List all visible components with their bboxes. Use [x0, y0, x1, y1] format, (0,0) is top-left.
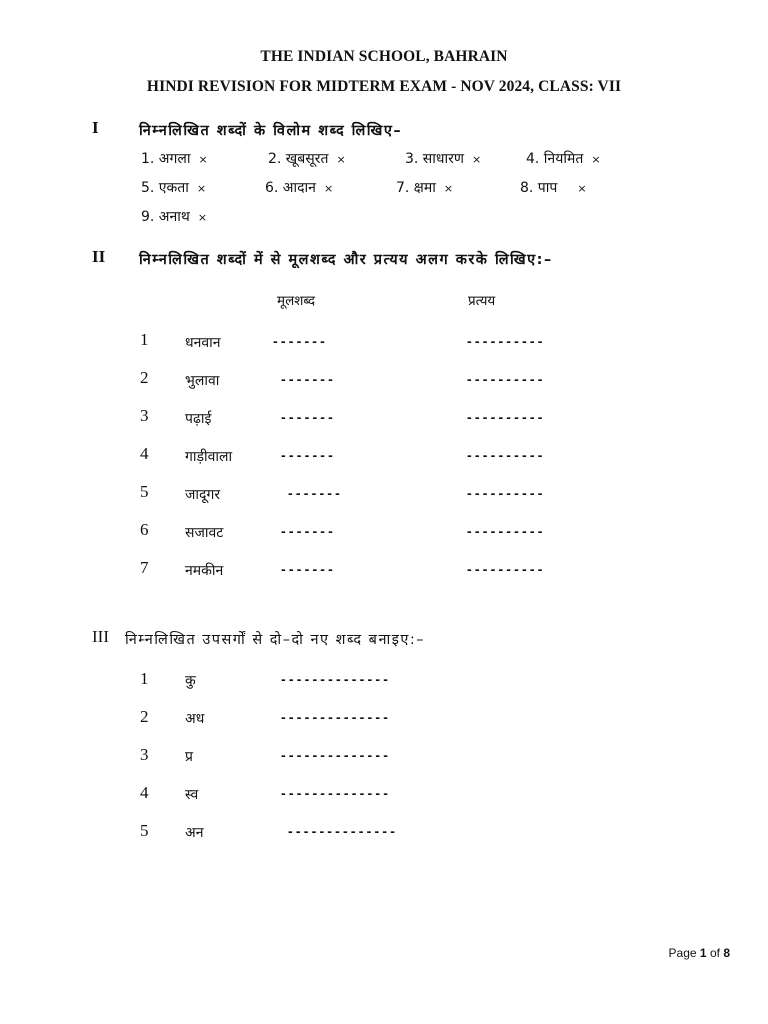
cross-mark: ×	[336, 153, 346, 166]
blank-root: -------	[281, 523, 337, 539]
section-3-title: निम्नलिखित उपसर्गों से दो–दो नए शब्द बनाइए:–	[125, 632, 426, 648]
blank-new-words: --------------	[281, 671, 392, 687]
antonym-item-9: 9. अनाथ ×	[141, 209, 208, 225]
blank-suffix: ----------	[467, 523, 546, 539]
blank-suffix: ----------	[467, 409, 546, 425]
prefix-ku: कु	[185, 673, 196, 689]
blank-suffix: ----------	[467, 447, 546, 463]
antonym-item-4: 4. नियमित ×	[526, 151, 601, 167]
exam-title: HINDI REVISION FOR MIDTERM EXAM - NOV 2024, CLASS: VII	[146, 78, 622, 95]
prefix-pra: प्र	[185, 749, 193, 765]
prefix-an: अन	[185, 825, 204, 841]
word-sajaavat: सजावट	[185, 525, 224, 541]
blank-suffix: ----------	[467, 485, 546, 501]
word-bhulaava: भुलावा	[185, 373, 220, 389]
cross-mark: ×	[197, 211, 208, 224]
blank-new-words: --------------	[281, 709, 392, 725]
section-1-title: निम्नलिखित शब्दों के विलोम शब्द लिखिए–	[139, 123, 403, 139]
antonym-item-3: 3. साधारण ×	[405, 151, 482, 167]
antonym-item-8: 8. पाप ×	[520, 180, 587, 196]
antonym-item-2: 2. खूबसूरत ×	[268, 151, 346, 167]
cross-mark: ×	[577, 182, 587, 195]
prefix-adh: अध	[185, 711, 205, 727]
blank-new-words: --------------	[281, 747, 392, 763]
page-number: Page 1 of 8	[668, 946, 730, 960]
blank-new-words: --------------	[288, 823, 399, 839]
blank-suffix: ----------	[467, 371, 546, 387]
cross-mark: ×	[591, 153, 601, 166]
word-jaadugar: जादूगर	[185, 487, 221, 503]
word-padhaai: पढ़ाई	[185, 411, 212, 427]
column-root-word: मूलशब्द	[277, 293, 316, 309]
prefix-sva: स्व	[185, 787, 199, 803]
blank-root: -------	[281, 409, 337, 425]
blank-suffix: ----------	[467, 333, 546, 349]
blank-suffix: ----------	[467, 561, 546, 577]
section-1-numeral: I	[92, 118, 99, 137]
antonym-item-5: 5. एकता ×	[141, 180, 207, 196]
blank-root: -------	[281, 447, 337, 463]
blank-root: -------	[288, 485, 344, 501]
blank-root: -------	[281, 371, 337, 387]
word-gaadiwaala: गाड़ीवाला	[185, 449, 233, 465]
antonym-item-6: 6. आदान ×	[265, 180, 334, 196]
blank-root: -------	[273, 333, 329, 349]
cross-mark: ×	[443, 182, 454, 195]
word-dhanvaan: धनवान	[185, 335, 221, 351]
section-2-numeral: II	[92, 247, 106, 266]
cross-mark: ×	[198, 153, 208, 166]
antonym-item-1: 1. अगला ×	[141, 151, 208, 167]
blank-new-words: --------------	[281, 785, 392, 801]
cross-mark: ×	[471, 153, 482, 166]
section-3-numeral: III	[92, 627, 109, 646]
blank-root: -------	[281, 561, 337, 577]
column-suffix: प्रत्यय	[468, 293, 496, 309]
school-name: THE INDIAN SCHOOL, BAHRAIN	[260, 48, 508, 65]
antonym-item-7: 7. क्षमा ×	[396, 180, 454, 196]
cross-mark: ×	[323, 182, 334, 195]
cross-mark: ×	[196, 182, 207, 195]
word-namkeen: नमकीन	[185, 563, 224, 579]
section-2-title: निम्नलिखित शब्दों में से मूलशब्द और प्रत्यय अलग करके लिखिए:–	[139, 252, 553, 268]
